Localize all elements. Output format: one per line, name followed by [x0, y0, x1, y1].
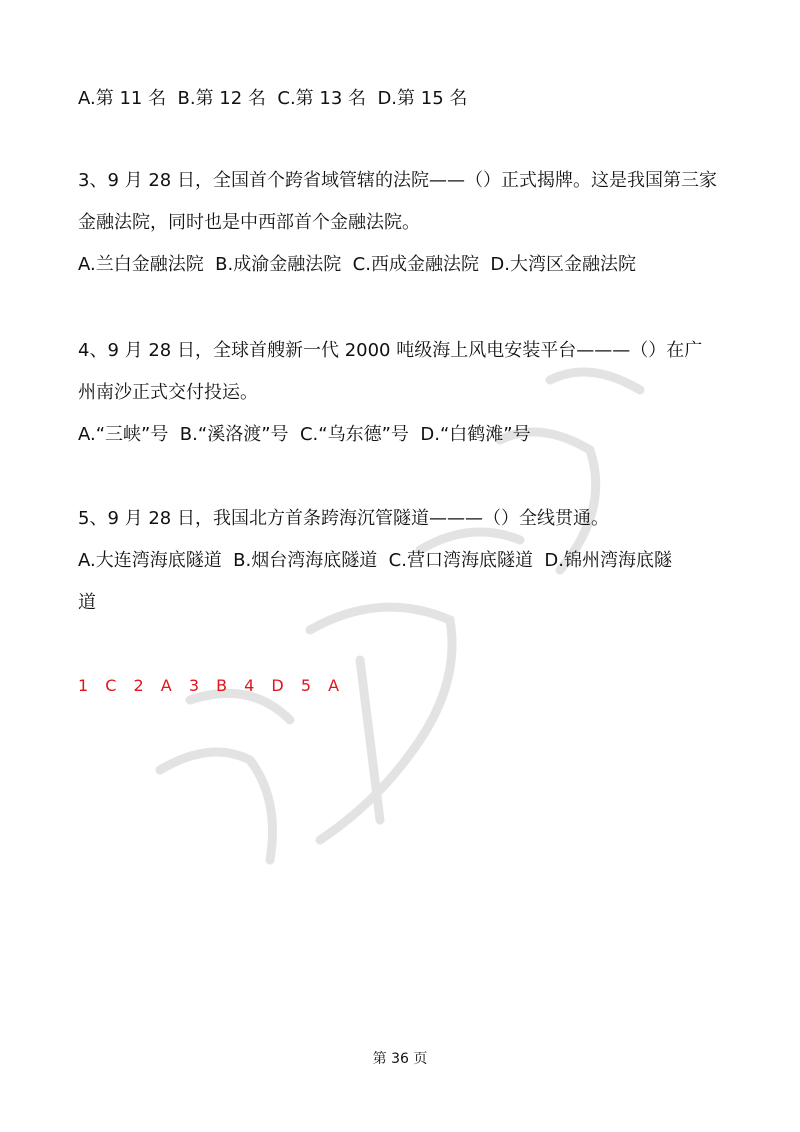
- q3-stem-line2: 金融法院，同时也是中西部首个金融法院。: [78, 212, 420, 233]
- q3-stem-line1: 3、9 月 28 日，全国首个跨省域管辖的法院——（）正式揭牌。这是我国第三家: [78, 170, 717, 191]
- page-number: 第 36 页: [372, 1051, 428, 1067]
- answer-key: 1 C 2 A 3 B 4 D 5 A: [78, 676, 346, 695]
- q3-options: A.兰白金融法院 B.成渝金融法院 C.西成金融法院 D.大湾区金融法院: [78, 254, 636, 275]
- q4-stem-line1: 4、9 月 28 日，全球首艘新一代 2000 吨级海上风电安装平台———（）在广: [78, 340, 703, 361]
- q4-stem-line2: 州南沙正式交付投运。: [78, 382, 258, 403]
- q2-options: A.第 11 名 B.第 12 名 C.第 13 名 D.第 15 名: [78, 88, 468, 109]
- q5-options-line1: A.大连湾海底隧道 B.烟台湾海底隧道 C.营口湾海底隧道 D.锦州湾海底隧: [78, 550, 672, 571]
- q5-stem-line1: 5、9 月 28 日，我国北方首条跨海沉管隧道———（）全线贯通。: [78, 508, 609, 529]
- q5-options-line2: 道: [78, 592, 96, 613]
- q4-options: A.“三峡”号 B.“溪洛渡”号 C.“乌东德”号 D.“白鹤滩”号: [78, 424, 531, 445]
